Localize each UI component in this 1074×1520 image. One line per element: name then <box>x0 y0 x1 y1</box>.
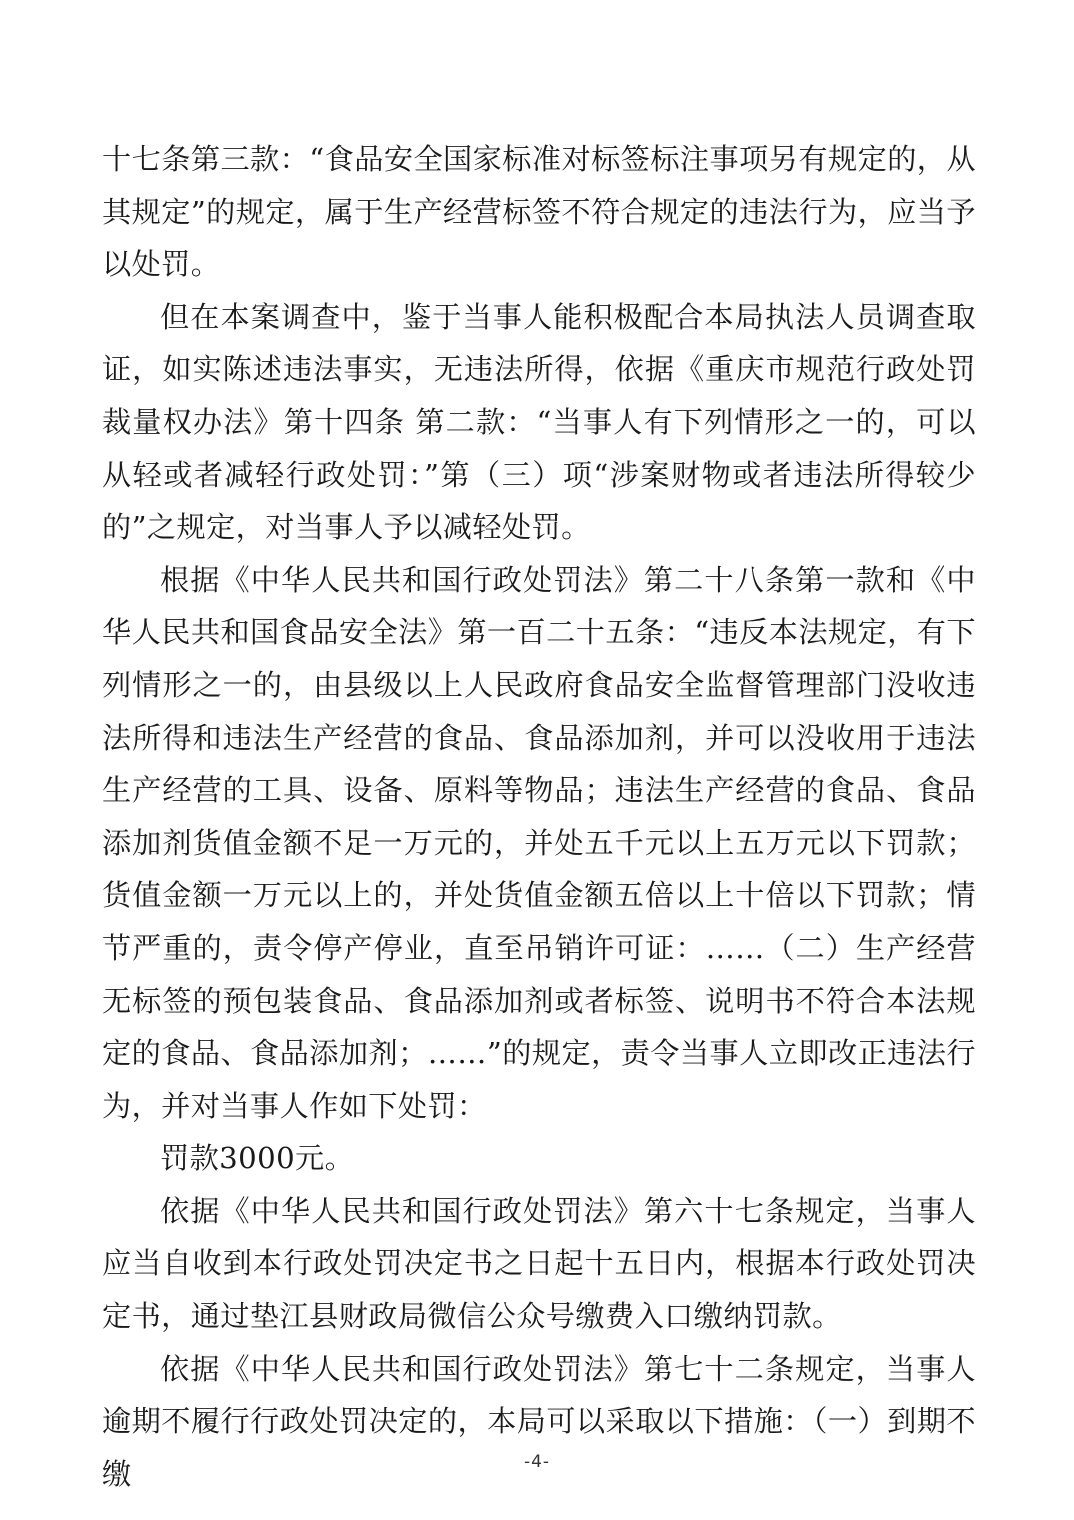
paragraph-legal-basis-continuation: 十七条第三款：“食品安全国家标准对标签标注事项另有规定的，从其规定”的规定，属于生产经营标签不符合规定的违法行为，应当予以处罚。 <box>102 142 976 282</box>
paragraph-payment-deadline: 依据《中华人民共和国行政处罚法》第六十七条规定，当事人应当自收到本行政处罚决定书之日起十五日内，根据本行政处罚决定书，通过垫江县财政局微信公众号缴费入口缴纳罚款。 <box>102 1193 976 1334</box>
paragraph-penalty-basis: 根据《中华人民共和国行政处罚法》第二十八条第一款和《中华人民共和国食品安全法》第一百二十五条：“违反本法规定，有下列情形之一的，由县级以上人民政府食品安全监督管理部门没收违法所得和违法生产经营的食品、食品添加剂，并可以没收用于违法生产经营的工具、设备、原料等物品；违法生产经营的食品、食品添加剂货值金额不足一万元的，并处五千元以上五万元以下罚款；货值金额一万元以上的，并处货值金额五倍以上十倍以下罚款；情节严重的，责令停产停业，直至吊销许可证：……（二）生产经营无标签的预包装食品、食品添加剂或者标签、说明书不符合本法规定的食品、食品添加剂；……”的规定，责令当事人立即改正违法行为，并对当事人作如下处罚： <box>102 562 976 1123</box>
paragraph-overdue-measures: 依据《中华人民共和国行政处罚法》第七十二条规定，当事人逾期不履行行政处罚决定的，本局可以采取以下措施：（一）到期不缴 <box>102 1351 976 1491</box>
paragraph-mitigation: 但在本案调查中，鉴于当事人能积极配合本局执法人员调查取证，如实陈述违法事实，无违法所得，依据《重庆市规范行政处罚裁量权办法》第十四条 第二款：“当事人有下列情形之一的，可以从轻或者减轻行政处罚：”第（三）项“涉案财物或者违法所得较少的”之规定，对当事人予以减轻处罚。 <box>102 299 976 545</box>
paragraph-fine-amount: 罚款3000元。 <box>160 1141 355 1176</box>
document-body <box>102 133 976 1500</box>
page-number: -4- <box>523 1452 551 1472</box>
